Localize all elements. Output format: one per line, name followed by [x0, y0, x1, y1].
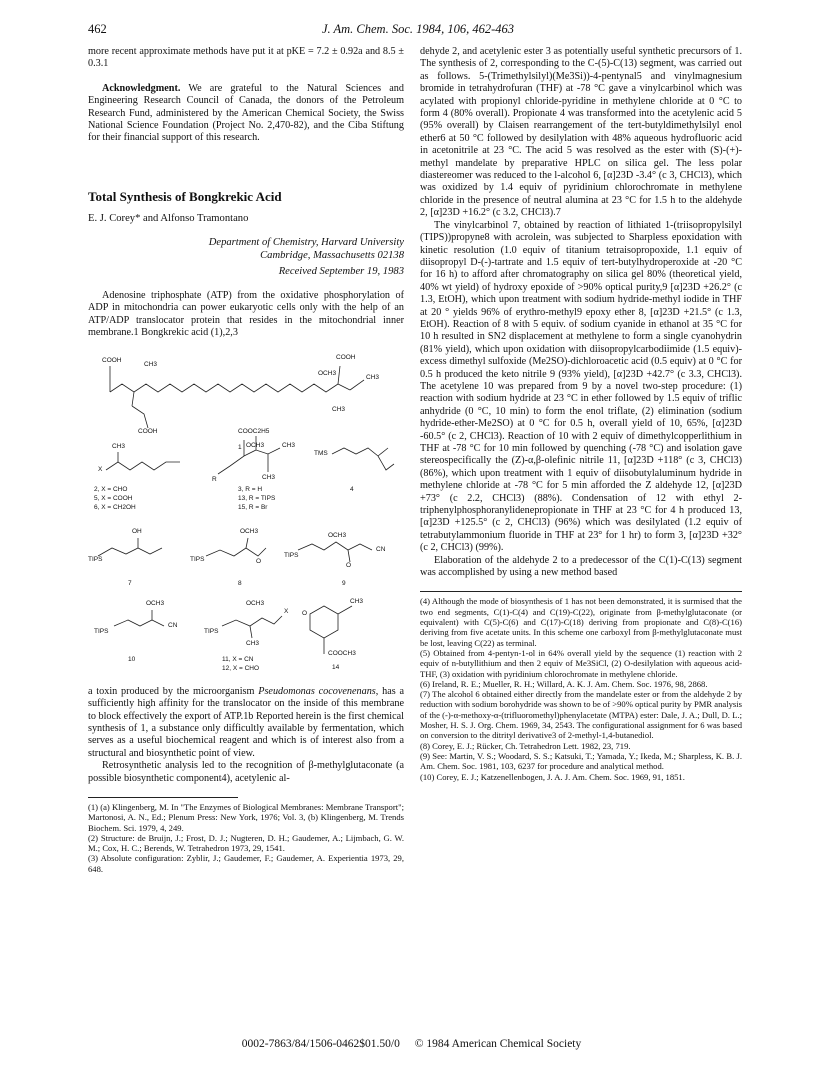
- left-column: [88, 46, 404, 874]
- legend-2b: 5, X = COOH: [94, 494, 133, 502]
- right-footnotes: [420, 596, 742, 781]
- journal-citation: J. Am. Chem. Soc. 1984, 106, 462-463: [321, 22, 515, 36]
- label-o-9: O: [346, 561, 352, 569]
- body-paragraph-1: Adenosine triphosphate (ATP) from the oxidative phosphorylation of ADP in mitochondria can power eukaryotic cells only with the help of an ATP/ADP translocator protein that resides in the mitochondrial inner membrane.1 Bongkrekic acid (1),2,3: [88, 290, 404, 339]
- intro-text: more recent approximate methods have put it at pKE = 7.2 ± 0.92a and 8.5 ± 0.3.1: [88, 46, 404, 70]
- bongkrekic-acid-chain: [110, 384, 350, 392]
- label-och3-8: OCH3: [240, 527, 259, 535]
- legend-3a: 3, R = H: [238, 485, 263, 493]
- label-cn-10: CN: [168, 621, 178, 629]
- right-paragraph-3: Elaboration of the aldehyde 2 to a predecessor of the C(1)-C(13) segment was accomplished by using a new method based: [420, 554, 742, 579]
- label-ch3-3b: CH3: [262, 473, 276, 481]
- right-paragraph-1: dehyde 2, and acetylenic ester 3 as potentially useful synthetic precursors of 1. The synthesis of 2, corresponding to the C-(5)-C(13) segment, was carried out as follows. 5-(Trimethylsilyl)(Me3Si))-4-pentynal5 and vinylmagnesium bromide in tetrahydrofuran (THF) at -78 °C gave a vinylcarbinol which was acylated with propionyl chloride-pyridine in methylene chloride at 0 °C to form 4 (80% overall). Propionate 4 was transformed into the acetylenic acid 5 (95% overall) by Claisen rearrangement of the tert-butyldimethylsilyl enol ether6 at 50 °C followed by desilylation with 48% aqueous hydrofluoric acid in acetonitrile at 23 °C. The acid 5 was resolved as the ester with (S)-(+)-methyl mandelate by preparative HPLC on silica gel. The less polar diastereomer was reduced to the l-alcohol 6, [α]23D -3.4° (c 3, CHCl3), which was oxidized by 1.4 equiv of pyridinium chlorochromate in methylene chloride in the presence of neutral alumina at 23 °C for 1.5 h to the aldehyde 2, [α]23D +16.2° (c 3.2, CHCl3).7: [420, 46, 742, 219]
- footnote: (8) Corey, E. J.; Rücker, Ch. Tetrahedron Lett. 1982, 23, 719.: [420, 740, 631, 751]
- label-tips-10: TIPS: [94, 627, 109, 635]
- label-och3-3: OCH3: [246, 441, 265, 449]
- structure-scheme: [88, 344, 404, 676]
- left-footnotes: [88, 802, 404, 874]
- affiliation: [88, 236, 404, 262]
- footnote: (7) The alcohol 6 obtained either directly from the mandelate ester or from the aldehyde 2 by reduction with sodium borohydride was shown to be of >90% optical purity by PMR analysis of the (-)-α-methoxy-α-(trifluoromethyl)phenylacetate (MTPA) ester: Dale, J. A.; Dull, D. L.; Mosher, H. S. J. Org. Chem. 1969, 34, 2543. The configurational assignment for 6 was based on conversion to the ditrityl derivative3 of 2-methyl-1,4-butanediol.: [420, 689, 742, 741]
- label-x-11: X: [284, 607, 289, 615]
- label-compound-7: 7: [128, 579, 132, 587]
- aldehyde-2-chain: [106, 462, 180, 470]
- label-och3-9: OCH3: [328, 531, 347, 539]
- footnote-rule-right: [420, 591, 742, 592]
- body-paragraph-2: [88, 686, 404, 760]
- label-compound-8: 8: [238, 579, 242, 587]
- page-number: 462: [88, 22, 107, 36]
- label-tips-9: TIPS: [284, 551, 299, 559]
- label-ch3-c: CH3: [332, 405, 346, 413]
- legend-3c: 15, R = Br: [238, 503, 268, 511]
- pyran-ring-14: [310, 606, 338, 638]
- label-compound-4: 4: [350, 485, 354, 493]
- label-o-8: O: [256, 557, 262, 565]
- label-ch3-14: CH3: [350, 597, 364, 605]
- footnote: (3) Absolute configuration: Zyblir, J.; Gaudemer, F.; Gaudemer, A. Experientia 1973, 29, 648.: [88, 853, 404, 874]
- para2-start: a toxin produced by the microorganism: [88, 685, 259, 697]
- legend-3b: 13, R = TIPS: [238, 494, 276, 502]
- acknowledgment: [88, 83, 404, 145]
- body-paragraph-3: Retrosynthetic analysis led to the recognition of β-methylglutaconate (a possible biosynthetic component4), acetylenic al-: [88, 760, 404, 784]
- species-name: Pseudomonas cocovenenans: [258, 685, 376, 697]
- footnote: (1) (a) Klingenberg, M. In "The Enzymes of Biological Membranes: Membrane Transport"; Martonosi, A. N., Ed.; Plenum Press: New York, 1976; Vol. 3, (b) Klingenberg, M. Trends Biochem. Sci. 1979, 4, 249.: [88, 801, 404, 833]
- authors: E. J. Corey* and Alfonso Tramontano: [88, 213, 249, 225]
- legend-11b: 12, X = CHO: [222, 664, 260, 672]
- label-ch3-2: CH3: [112, 442, 126, 450]
- nitrile-11-chain: [222, 616, 282, 626]
- label-ch3-b: CH3: [366, 373, 380, 381]
- label-o-14: O: [302, 609, 308, 617]
- page-footer: [0, 1038, 823, 1050]
- label-och3-11: OCH3: [246, 599, 265, 607]
- label-compound-10: 10: [128, 655, 136, 663]
- page-header: [88, 22, 748, 42]
- label-r-3: R: [212, 475, 217, 483]
- label-cooch3: COOCH3: [328, 649, 356, 657]
- right-paragraph-2: The vinylcarbinol 7, obtained by reaction of lithiated 1-(triisopropylsilyl (TIPS))propyne8 with acrolein, was subjected to Sharpless epoxidation with kinetic resolution (1.0 equiv of titanium tetraisopropoxide, 1.1 equiv of diisopropyl D-(-)-tartrate and 1.5 equiv of tert-butylhydroperoxide at -20 °C for 16 h) to afford after chromatography on silica gel 80% (theoretical yield, 40% wt yield) of hydroxy epoxide of >90% optical purity,9 [α]23D +26.2° (c 1.3, EtOH), which upon treatment with sodium hydride-methyl iodide in THF at 20 ° yields 96% of erythro-methyl9 epoxy ether 8, [α]23D +21.5° (c 1.3, EtOH). Reaction of 8 with 5 equiv. of sodium cyanide in ethanol at 35 °C for 10 h resulted in SN2 displacement at methylene to form a single cyanohydrin (81% yield), which upon oxidation with diisopropylcarbodiimide (1.5 equiv)-excess dimethyl sulfoxide (Me2SO)-dichloroacetic acid (0.5 equiv) at 0 °C for 0.5 h produced the keto nitrile 9 (93% yield), [α]23D +42.7° (c 3.3, CHCl3). The acetylene 10 was prepared from 9 by a novel two-step procedure: (1) reaction with sodium hydride at 23 °C in ether followed by 1.5 equiv of triflic anhydride (0 °C, 10 min) to form the enol triflate, (2) elimination (sodium hydride-ether-Me2SO) at 0 °C for 0.5 h, overall yield of 10, 65%, [α]23D -60.5° (c 2, CHCl3). Reaction of 10 with 2 equiv of dimethylcopperlithium in THF at -78 °C for 10 min followed by quenching (-78 °C) and isolation gave stereospecifically the (Z)-α,β-olefinic nitrile 11, [α]23D +118° (c 3, CHCl3) (86%), which upon treatment with 1 equiv of diisobutylaluminum hydride in methylene chloride at -78 °C for 5 min afforded the Z aldehyde 12, [α]23D +73° (c 2.2, CHCl3) (88%). Condensation of 12 with ethyl 2-triphenylphosphoranylidenepropionate in THF at 23 °C for 4 h produced 13, [α]23D +125.5° (c 2, CHCl3) (96%) which was desilylated (1.2 equiv of tetrabutylammonium fluoride in THF at 23° for 1 hr) to form 3, [α]23D +32° (c 2, CHCl3) (99%).: [420, 219, 742, 554]
- label-compound-9: 9: [342, 579, 346, 587]
- affiliation-line1: Department of Chemistry, Harvard University: [208, 236, 404, 248]
- label-tips-7: TIPS: [88, 555, 103, 563]
- label-oh-7: OH: [132, 527, 142, 535]
- received-date: Received September 19, 1983: [278, 265, 404, 277]
- article-code: 0002-7863/84/1506-0462$01.50/0: [241, 1038, 400, 1050]
- epoxy-ether-8-chain: [206, 548, 266, 556]
- vinylcarbinol-7-chain: [98, 548, 162, 556]
- legend-2a: 2, X = CHO: [94, 485, 128, 493]
- label-tms-4: TMS: [314, 449, 328, 457]
- label-och3-1: OCH3: [318, 369, 337, 377]
- label-cooh-right: COOH: [336, 353, 356, 361]
- legend-2c: 6, X = CH2OH: [94, 503, 136, 511]
- para2-end: , has a sufficiently high affinity for the translocator on the inside of this membrane to block effectively the export of ATP.1b Reported herein is the first chemical synthesis of 1, a substance only difficultly available by fermentation, which serves as a useful biochemical reagent and which is of interest also from a structural and biosynthetic point of view.: [88, 685, 404, 759]
- propionate-4-chain: [332, 448, 394, 470]
- label-cooc2h5: COOC2H5: [238, 427, 270, 435]
- label-cooh-bottom: COOH: [138, 427, 158, 435]
- keto-nitrile-9-chain: [298, 542, 372, 550]
- label-x-2: X: [98, 465, 103, 473]
- label-tips-11: TIPS: [204, 627, 219, 635]
- copyright: © 1984 American Chemical Society: [414, 1038, 582, 1050]
- label-tips-8: TIPS: [190, 555, 205, 563]
- footnote: (4) Although the mode of biosynthesis of 1 has not been demonstrated, it is surmised that the two end segments, C(1)-C(4) and C(19)-C(22), originate from β-methylglutaconate (or equivalent) with C(5)-C(6) and C(17)-C(18) deriving from propionate and C(8)-C(16) deriving from five acetate units. In this scheme one carboxyl from β-methylglutaconate must be lost, leaving C(22) as terminal.: [420, 596, 742, 648]
- label-ch3-11: CH3: [246, 639, 260, 647]
- affiliation-line2: Cambridge, Massachusetts 02138: [260, 249, 404, 261]
- label-cn-9: CN: [376, 545, 386, 553]
- footnote: (6) Ireland, R. E.; Mueller, R. H.; Willard, A. K. J. Am. Chem. Soc. 1976, 98, 2868.: [420, 678, 708, 689]
- ester-3-chain: [218, 448, 280, 474]
- label-compound-1: 1: [238, 443, 242, 451]
- label-ch3-3a: CH3: [282, 441, 296, 449]
- right-column: [420, 46, 742, 782]
- footnote: (5) Obtained from 4-pentyn-1-ol in 64% overall yield by the sequence (1) reaction with 2 equiv of n-butyllithium and then 2 equiv of Me3SiCl, (2) O-desilylation with aqueous acid-THF, (3) oxidation with pyridinium chlorochromate in methylene chloride.: [420, 647, 742, 679]
- label-cooh-top: COOH: [102, 356, 122, 364]
- label-ch3-a: CH3: [144, 360, 158, 368]
- article-title: Total Synthesis of Bongkrekic Acid: [88, 188, 282, 204]
- acknowledgment-text: We are grateful to the Natural Sciences and Engineering Research Council of Canada, the donors of the Petroleum Research Fund, administered by the American Chemical Society, the Swiss National Science Foundation (Project No. 2,470-82), and the Ciba Stiftung for their financial support of this research.: [88, 82, 404, 144]
- legend-11a: 11, X = CN: [222, 655, 254, 663]
- footnote-rule: [88, 797, 238, 798]
- footnote: (2) Structure: de Bruijn, J.; Frost, D. J.; Nugteren, D. H.; Gaudemer, A.; Lijmbach, G. W. M.; Cox, H. C.; Berends, W. Tetrahedron 1973, 29, 1541.: [88, 832, 404, 854]
- acetylene-10-chain: [114, 620, 164, 626]
- label-och3-10: OCH3: [146, 599, 165, 607]
- acknowledgment-label: Acknowledgment.: [102, 82, 181, 94]
- label-compound-14: 14: [332, 663, 340, 671]
- footnote: (9) See: Martin, V. S.; Woodard, S. S.; Katsuki, T.; Yamada, Y.; Ikeda, M.; Sharpless, K. B. J. Am. Chem. Soc. 1981, 103, 6237 for procedure and analytical method.: [420, 750, 742, 772]
- footnote: (10) Corey, E. J.; Katzenellenbogen, J. A. J. Am. Chem. Soc. 1969, 91, 1851.: [420, 771, 685, 782]
